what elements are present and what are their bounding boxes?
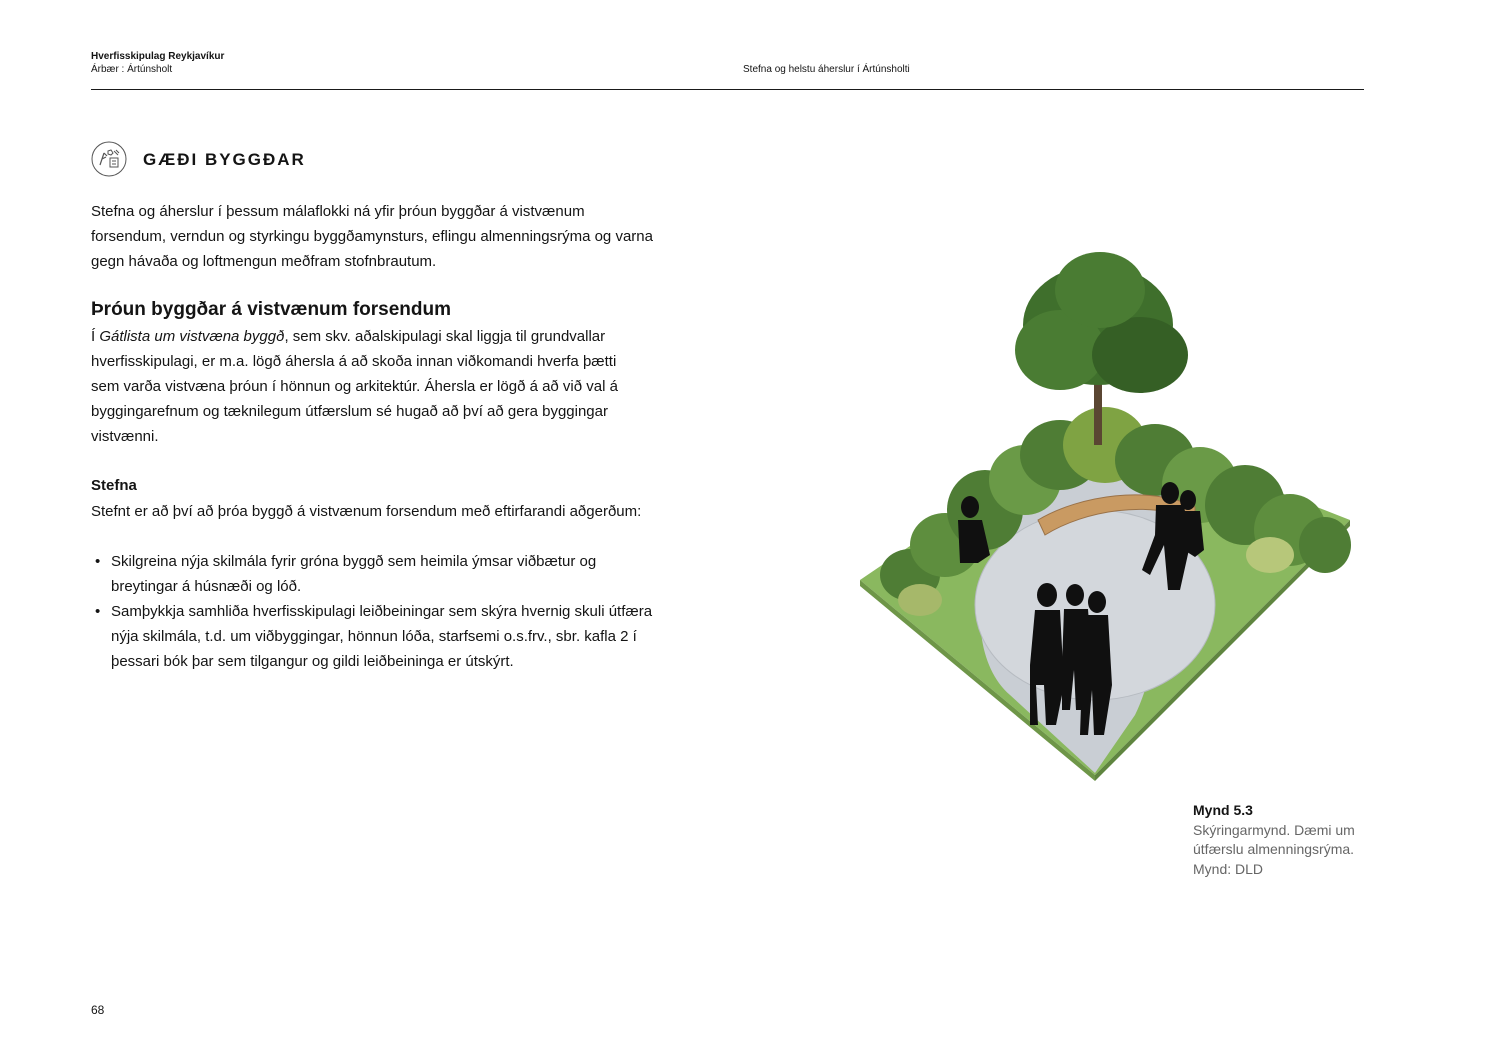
subsection-paragraph: [91, 324, 721, 449]
body-line: vistvænni.: [91, 428, 159, 445]
intro-line: forsendum, verndun og styrkingu byggðamynsturs, eflingu almenningsrýma og varna: [91, 228, 653, 245]
list-item: [91, 599, 731, 674]
body-line: sem varða vistvæna þróun í hönnun og arkitektúr. Áhersla er lögð á að við val á: [91, 378, 618, 395]
body-line: , sem skv. aðalskipulagi skal liggja til grundvallar: [284, 328, 606, 345]
list-item-line: nýja skilmála, t.d. um viðbyggingar, hönnun lóða, starfsemi o.s.frv., sbr. kafla 2 í: [111, 628, 637, 645]
subsection-heading: Þróun byggðar á vistvænum forsendum: [91, 299, 451, 320]
intro-paragraph: [91, 199, 731, 274]
policy-bullet-list: [91, 549, 731, 674]
list-item-line: Samþykkja samhliða hverfisskipulagi leiðbeiningar sem skýra hvernig skuli útfæra: [111, 603, 653, 620]
intro-line: gegn hávaða og loftmengun meðfram stofnbrautum.: [91, 253, 437, 270]
figure-label: Mynd 5.3: [1193, 802, 1253, 818]
section-title: GÆÐI BYGGÐAR: [143, 150, 306, 169]
body-line: hverfisskipulagi, er m.a. lögð áhersla á að skoða innan viðkomandi hverfa þætti: [91, 353, 617, 370]
caption-line: Mynd: DLD: [1193, 860, 1264, 877]
running-header-left: [91, 50, 224, 76]
list-item-line: þessari bók þar sem tilgangur og gildi leiðbeininga er útskýrt.: [111, 653, 514, 670]
policy-heading: Stefna: [91, 477, 137, 494]
list-item: [91, 549, 731, 599]
header-divider: [91, 89, 1364, 90]
body-prefix: Í: [91, 328, 100, 345]
document-title: Hverfisskipulag Reykjavíkur: [91, 51, 225, 62]
caption-line: Skýringarmynd. Dæmi um: [1193, 821, 1355, 838]
tree-canopy: [1015, 252, 1188, 393]
bullet-marker: •: [95, 553, 101, 570]
checklist-title: Gátlista um vistvæna byggð: [99, 328, 285, 345]
body-line: byggingarefnum og tæknilegum útfærslum sé hugað að því að gera byggingar: [91, 403, 608, 420]
document-subtitle: Árbær : Ártúnsholt: [91, 64, 173, 75]
figure-caption: [1193, 801, 1383, 879]
list-item-line: Skilgreina nýja skilmála fyrir gróna byggð sem heimila ýmsar viðbætur og: [111, 553, 597, 570]
list-item-line: breytingar á húsnæði og lóð.: [111, 578, 302, 595]
public-space-illustration: [850, 245, 1360, 785]
page-number: 68: [91, 1003, 105, 1017]
chapter-title: Stefna og helstu áherslur í Ártúnsholti: [743, 64, 910, 75]
building-quality-emblem-icon: [91, 141, 127, 177]
policy-lead: Stefnt er að því að þróa byggð á vistvænum forsendum með eftirfarandi aðgerðum:: [91, 503, 642, 520]
intro-line: Stefna og áherslur í þessum málaflokki ná yfir þróun byggðar á vistvænum: [91, 203, 585, 220]
bullet-marker: •: [95, 603, 101, 620]
caption-line: útfærslu almenningsrýma.: [1193, 841, 1355, 857]
